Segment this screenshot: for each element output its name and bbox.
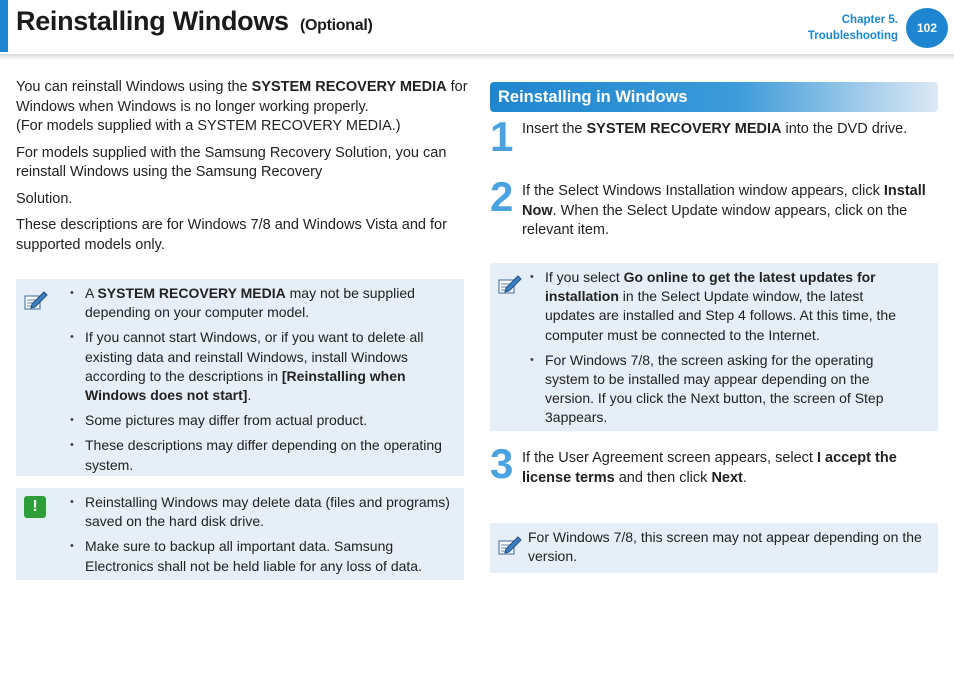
page-title-text: Reinstalling Windows: [16, 6, 289, 36]
page-title: [16, 6, 373, 37]
header-divider: [0, 54, 954, 60]
intro-paragraph-2b: Solution.: [16, 190, 73, 207]
note-pencil-icon: [496, 532, 524, 558]
step3-bold1: I accept the license terms: [522, 450, 897, 486]
note-pencil-icon: [22, 287, 50, 313]
note1-b1-bold: SYSTEM RECOVERY MEDIA: [97, 285, 286, 301]
page-number-badge: 102: [906, 8, 948, 48]
intro-p2: For models supplied with the Samsung Recovery Solution, you can reinstall Windows using the Samsung Recovery: [16, 144, 447, 180]
note-item: [70, 328, 456, 405]
step2-post: . When the Select Update window appears, click on the relevant item.: [522, 202, 908, 238]
warning-box: [16, 488, 464, 580]
step-3-text: [522, 449, 936, 488]
page-title-suffix: (Optional): [299, 17, 373, 34]
warning-item: • Reinstalling Windows may delete data (files and programs) saved on the hard disk drive.: [70, 493, 460, 531]
note2-b1-pre: If you select: [545, 269, 624, 285]
intro-p1-post: for Windows when Windows is no longer working properly.: [16, 79, 468, 115]
step1-post: into the DVD drive.: [781, 121, 908, 137]
warning-list: [70, 493, 460, 582]
chapter-label: [808, 12, 898, 44]
step-number-1: 1: [490, 113, 514, 160]
note-list-updates: [530, 268, 916, 434]
note-box-updates: [490, 263, 938, 431]
intro-paragraph-3: These descriptions are for Windows 7/8 and Windows Vista and for supported models only.: [16, 217, 447, 253]
step2-bold: Install Now: [522, 183, 926, 219]
step3-bold2: Next: [711, 469, 743, 486]
intro-paragraph-1: [16, 78, 468, 137]
note-pencil-icon: [496, 271, 524, 297]
note-item: [530, 268, 916, 345]
step-2-text: [522, 182, 936, 241]
title-accent-bar: [0, 0, 8, 52]
section-heading: Reinstalling in Windows: [490, 82, 938, 112]
warning-exclamation-icon: !: [24, 496, 46, 518]
note1-b1-pre: A: [85, 285, 98, 301]
step1-pre: Insert the: [522, 121, 587, 137]
note-item: [70, 284, 456, 322]
note-item: • Some pictures may differ from actual product.: [70, 411, 456, 430]
step3-post: .: [742, 469, 747, 486]
intro-paragraph-2: [16, 144, 468, 183]
note2-b1-post: in the Select Update window, the latest updates are installed and Step 4 follows. At this time, the computer must be connected to the Internet.: [545, 288, 896, 343]
note2-b1-bold: Go online to get the latest updates for installation: [545, 269, 876, 305]
step3-mid: and then click: [614, 469, 712, 486]
intro-p1-pre: You can reinstall Windows using the: [16, 79, 252, 95]
step-number-3: 3: [490, 440, 514, 487]
intro-text: [16, 78, 468, 262]
intro-p1-line2: (For models supplied with a SYSTEM RECOVERY MEDIA.): [16, 118, 401, 134]
note-box-user-agreement: [490, 523, 938, 573]
step-1-text: [522, 120, 936, 140]
intro-p1-bold: SYSTEM RECOVERY MEDIA: [251, 79, 447, 95]
note1-b1-post: may not be supplied depending on your computer model.: [85, 285, 415, 321]
note1-b2-bold: [Reinstalling when Windows does not start]: [85, 367, 406, 404]
note-list-general: [70, 284, 456, 481]
note1-b2-pre: If you cannot start Windows, or if you want to delete all existing data and reinstall Windows, install Windows according to the descriptions in: [85, 329, 424, 384]
chapter-name: Troubleshooting: [807, 30, 898, 42]
note1-b2-post: .: [247, 387, 252, 404]
step-number-2: 2: [490, 173, 514, 220]
step2-pre: If the Select Windows Installation window appears, click: [522, 183, 884, 199]
note-item: • For Windows 7/8, the screen asking for the operating system to be installed may appear depending on the version. If you click the Next button, the screen of Step 3appears.: [530, 351, 916, 428]
note3-text: For Windows 7/8, this screen may not appear depending on the version.: [528, 529, 922, 565]
step1-bold: SYSTEM RECOVERY MEDIA: [586, 121, 782, 137]
note-box-general: [16, 279, 464, 476]
step3-pre: If the User Agreement screen appears, select: [522, 450, 817, 466]
warning-item: • Make sure to backup all important data. Samsung Electronics shall not be held liable for any loss of data.: [70, 537, 460, 575]
chapter-number: Chapter 5.: [841, 14, 898, 26]
note-item: • These descriptions may differ depending on the operating system.: [70, 436, 456, 474]
